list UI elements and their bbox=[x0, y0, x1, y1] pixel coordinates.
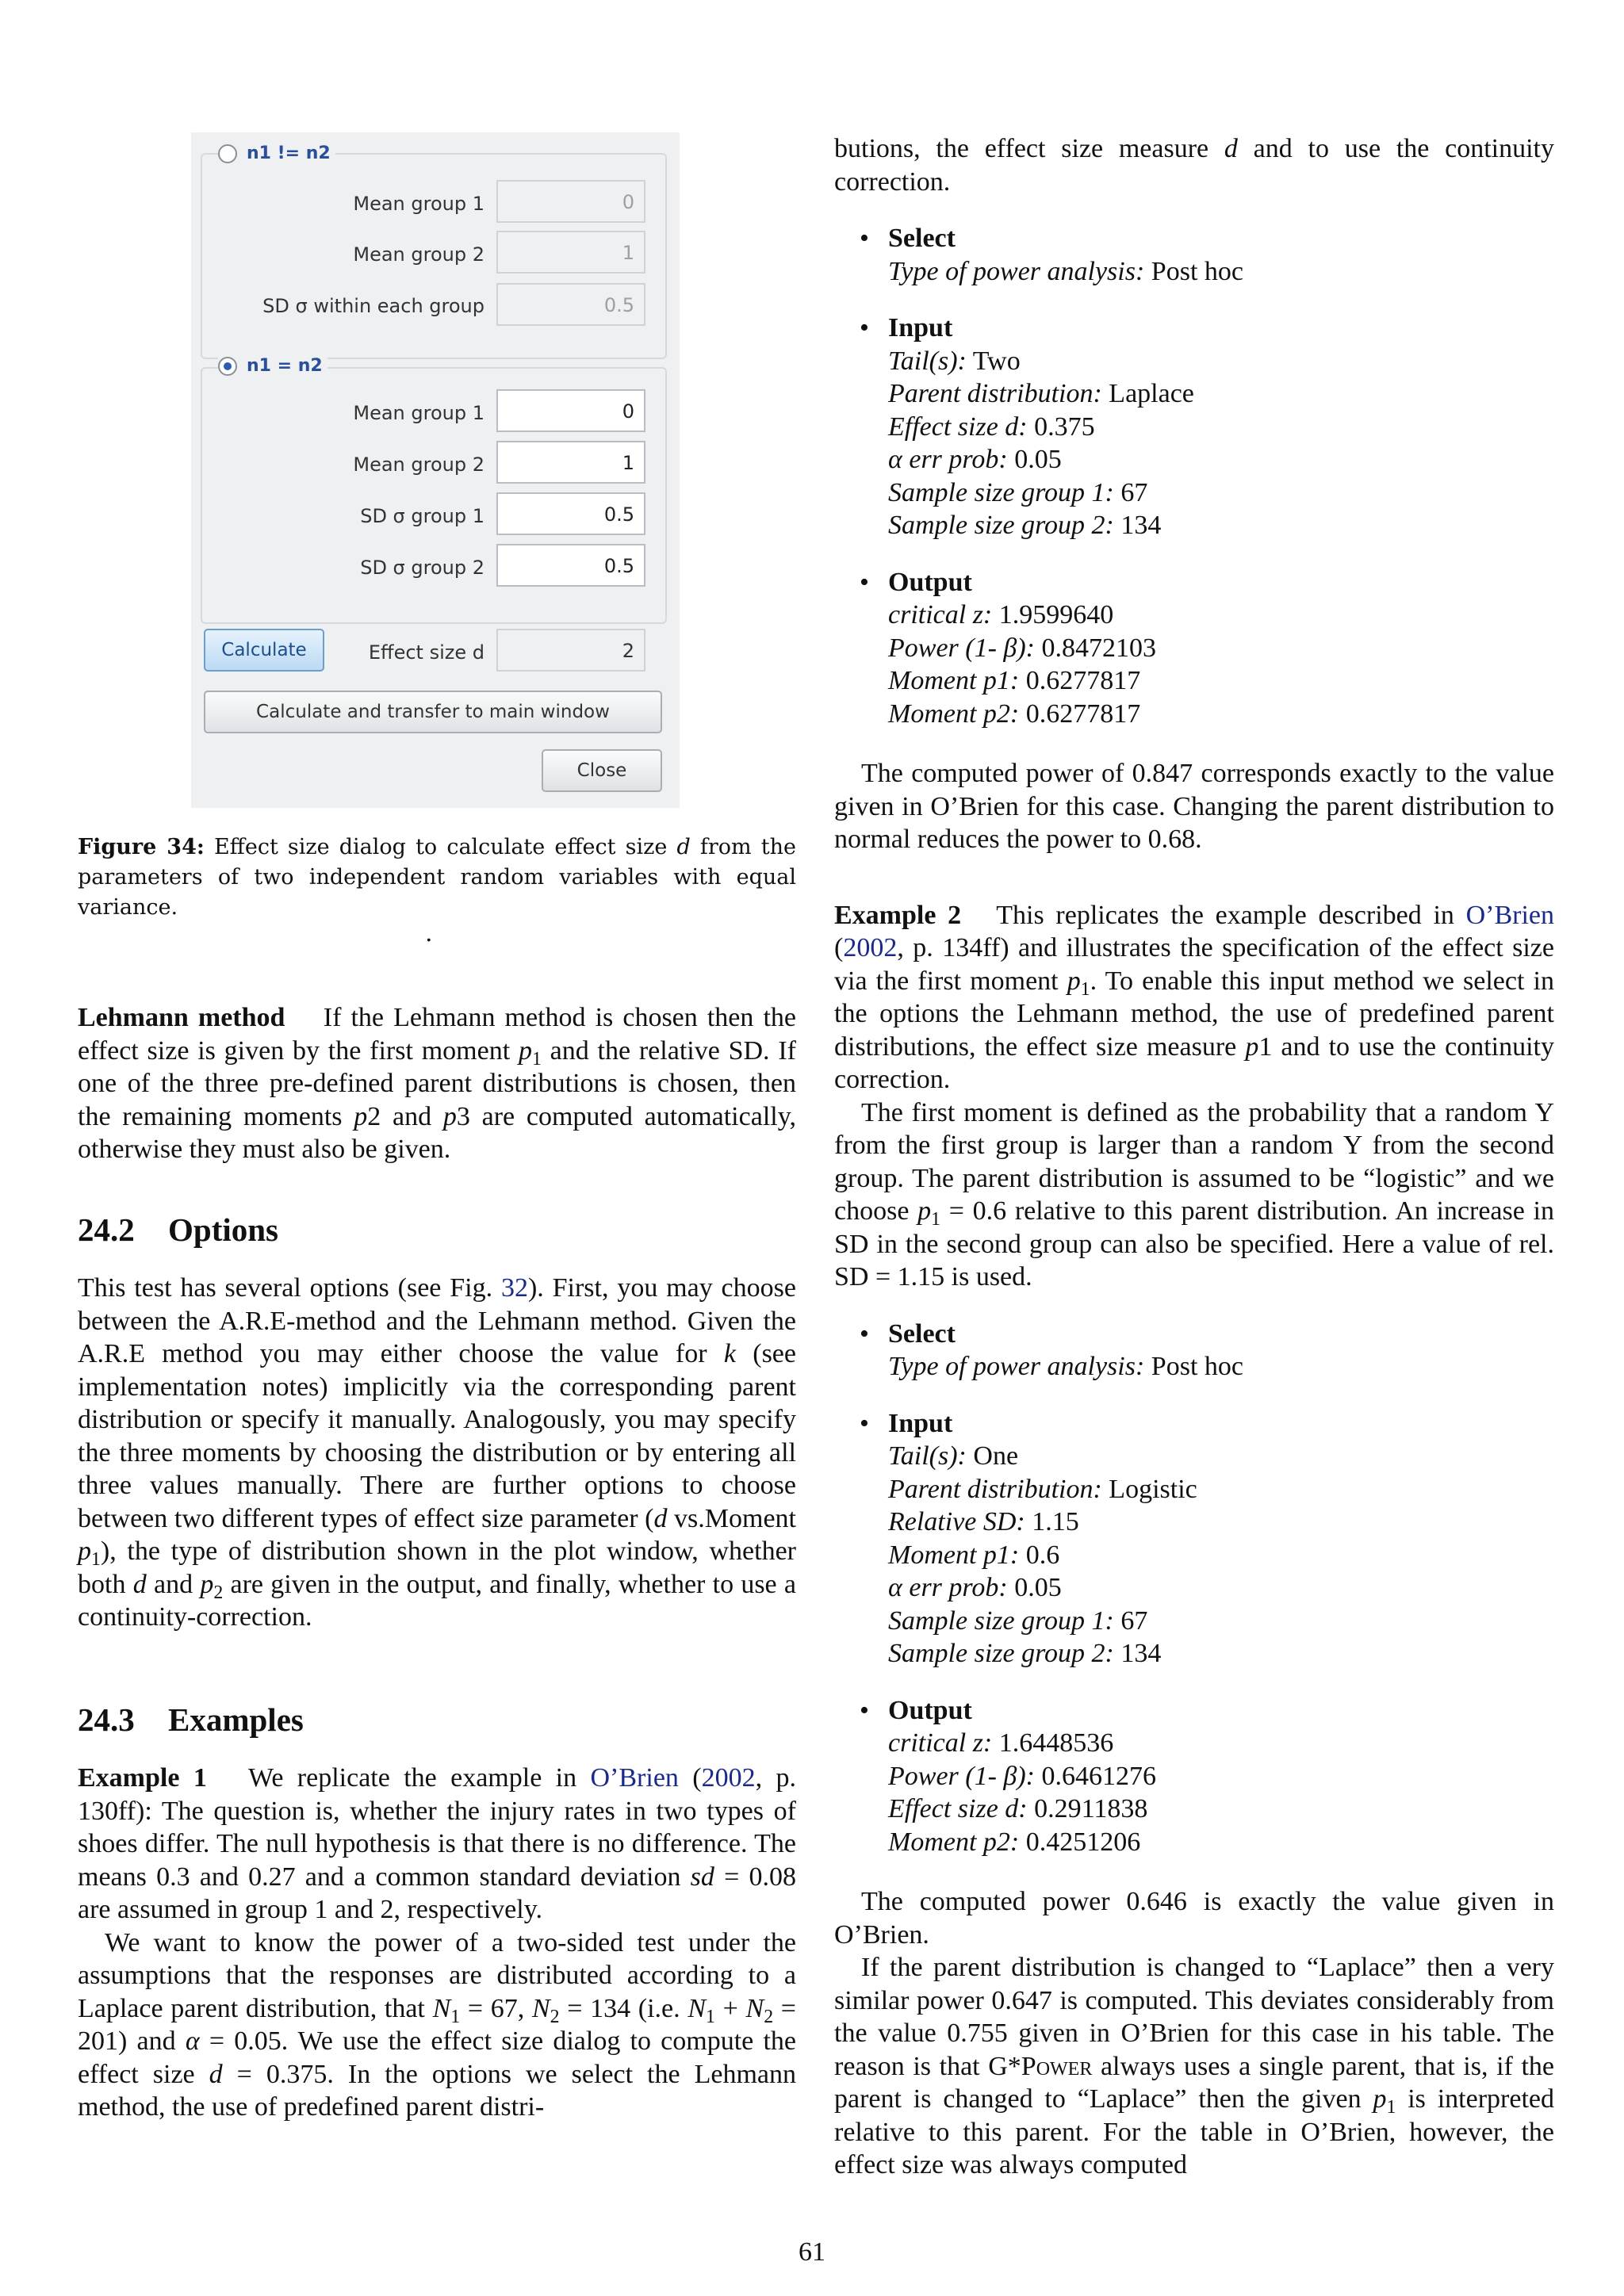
effect-size-d-output: 2 bbox=[496, 629, 645, 672]
radio-unequal-n[interactable] bbox=[218, 144, 237, 163]
label-mean-group-1: Mean group 1 bbox=[353, 402, 485, 424]
mean-group-1-input[interactable]: 0 bbox=[496, 389, 645, 432]
group-equal-title[interactable]: n1 = n2 bbox=[218, 356, 327, 376]
example-2-moment-paragraph: The first moment is defined as the probability that a random Y from the first group is larger than a random Y from the second group. The parent distribution is assumed to be “logistic” and we choose $p_1 = 0.6$ relative to this parent distribution. An increase in SD in the second group can also be specified. Here a value of rel. SD = 1.15 is used. bbox=[834, 1097, 1554, 1292]
calculate-button[interactable]: Calculate bbox=[204, 629, 324, 672]
example-1-paragraph: Example 1 We replicate the example in O’Brien (2002, p. 130ff): The question is, whether the injury rates in two types of shoes differ. The null hypothesis is that there is no difference. The means 0.3 and 0.27 and a common standard deviation sd = 0.08 are assumed in group 1 and 2, respectively. We want to know the power of a two-sided test under the assumptions that the responses are distributed according to a Laplace parent distribution, that $N_1 = 67$, $N_2 = 134$ (i.e. $N_1 + N_2 = 201$) and α = 0.05. We use the effect size dialog to compute the effect size d = 0.375. In the options we select the Lehmann method, the use of predefined parent distri- bbox=[78, 1763, 797, 2122]
example-2-result: The computed power 0.646 is exactly the value given in O’Brien. bbox=[834, 1887, 1554, 1950]
field-mean-group-1-disabled: 0 bbox=[496, 180, 645, 223]
example-2-paragraph: Example 2 This replicates the example described in O’Brien (2002, p. 134ff) and illustrates the specification of the effect size via the first moment $p_1$. To enable this input method we select in the options the Lehmann method, the use of predefined parent distributions, the effect size measure p1 and to use the continuity correction. bbox=[834, 900, 1555, 1094]
options-paragraph: This test has several options (see Fig. 32). First, you may choose between the A.R.E-method and the Lehmann method. Given the A.R.E method you may either choose the value for k (see implementation notes) implicitly via the corresponding parent distribution or specify it manually. Analogously, you may specify the three moments by choosing the distribution or by entering all three values manually. There are further options to choose between two different types of effect size parameter (d vs.Moment $p_1$), the type of distribution shown in the plot window, whether both d and $p_2$ are given in the output, and finally, whether to use a continuity-correction. bbox=[78, 1273, 797, 1632]
group-unequal-title[interactable]: n1 != n2 bbox=[218, 144, 335, 163]
section-heading-examples: 24.3 Examples bbox=[78, 1701, 304, 1738]
radio-equal-n[interactable] bbox=[218, 357, 237, 376]
label-mean-group-1: Mean group 1 bbox=[353, 193, 485, 215]
label-mean-group-2: Mean group 2 bbox=[353, 243, 485, 266]
mean-group-2-input[interactable]: 1 bbox=[496, 441, 645, 484]
fig-32-link[interactable]: 32 bbox=[500, 1273, 528, 1303]
close-button[interactable]: Close bbox=[542, 749, 662, 792]
section-heading-options: 24.2 Options bbox=[78, 1211, 278, 1248]
lehmann-paragraph: Lehmann method If the Lehmann method is chosen then the effect size is given by the first moment $p_1$ and the relative SD. If one of the three pre-defined parent distributions is chosen, then the remaining moments p2 and p3 are computed automatically, otherwise they must also be given. bbox=[78, 1003, 796, 1164]
example-2-discussion: If the parent distribution is changed to “Laplace” then a very similar power 0.647 is computed. This deviates considerably from the value 0.755 given in O’Brien for this case in his table. The reason is that G*Power always uses a single parent, that is, if the parent is changed to “Laplace” then the given $p_1$ is interpreted relative to this parent. For the table in O’Brien, however, the effect size was always computed bbox=[834, 1953, 1554, 2179]
label-sd-group-2: SD σ group 2 bbox=[360, 557, 485, 579]
example-2-select-list: • Select Type of power analysis: Post hoc bbox=[834, 1318, 1554, 1383]
example-1-select-list: • Select Type of power analysis: Post hoc bbox=[834, 222, 1554, 288]
calculate-transfer-button[interactable]: Calculate and transfer to main window bbox=[204, 691, 662, 733]
label-sd-group-1: SD σ group 1 bbox=[360, 505, 485, 527]
example-2-input-list: • Input Tail(s): One Parent distribution: Logistic Relative SD: 1.15 Moment p1: 0.6 α err prob: 0.05 Sample size group 1: 67 Sample size group 2: 134 bbox=[834, 1407, 1554, 1670]
example-1-result: The computed power of 0.847 corresponds exactly to the value given in O’Brien for this case. Changing the parent distribution to normal reduces the power to 0.68. bbox=[834, 759, 1554, 854]
year-link[interactable]: 2002 bbox=[701, 1763, 756, 1793]
label-mean-group-2: Mean group 2 bbox=[353, 453, 485, 476]
sd-group-2-input[interactable]: 0.5 bbox=[496, 544, 645, 587]
figure-caption: Figure 34: Effect size dialog to calculate effect size d from the parameters of two independent random variables with equal variance. bbox=[78, 835, 796, 920]
example-2-output-list: • Output critical z: 1.6448536 Power (1- β): 0.6461276 Effect size d: 0.2911838 Moment p2: 0.4251206 bbox=[834, 1694, 1554, 1859]
field-mean-group-2-disabled: 1 bbox=[496, 231, 645, 274]
obrien-link-2[interactable]: O’Brien bbox=[1465, 900, 1555, 930]
example-1-input-list: • Input Tail(s): Two Parent distribution: Laplace Effect size d: 0.375 α err prob: 0.05 Sample size group 1: 67 Sample size group 2: 134 bbox=[834, 312, 1554, 542]
obrien-link[interactable]: O’Brien bbox=[590, 1763, 679, 1793]
field-sd-within-disabled: 0.5 bbox=[496, 283, 645, 326]
label-effect-size-d: Effect size d bbox=[368, 641, 485, 664]
year-link-2[interactable]: 2002 bbox=[843, 933, 898, 962]
example-1-output-list: • Output critical z: 1.9599640 Power (1- β): 0.8472103 Moment p1: 0.6277817 Moment p2: 0.6277817 bbox=[834, 566, 1554, 731]
sd-group-1-input[interactable]: 0.5 bbox=[496, 492, 645, 535]
right-column: butions, the effect size measure d and to use the continuity correction. • Select Type of power analysis: Post hoc • Input Tail(s): Two Parent distribution: Laplace Effect size d: 0.375 α err prob: 0.05 Sample size group 1: 67 Sample size group 2: 134 • Output critical z: 1.9599640 Power (1- β): 0.8472103 Moment p1: 0.6277817 Moment p2: 0.6277817 The computed power of 0.847 corresponds exactly to the value given in O’Brien for this case. Changing the parent distribution to normal reduces the power to 0.68. Example 2 This replicates the example described in O’Brien (2002, p. 134ff) and illustrates the specification of the effect size via the first moment $p_1$. To enable this input method we select in the options the Lehmann method, the use of predefined parent distributions, the effect size measure p1 and to use the continuity correction. The first moment is defined as the probability that a random Y from the first group is larger than a random Y from the second group. The parent distribution is assumed to be “logistic” and we choose $p_1 = 0.6$ relative to this parent distribution. An increase in SD in the second group can also be specified. Here a value of rel. SD = 1.15 is used. • Select Type of power analysis: Post hoc • Input Tail(s): One Parent distribution: Logistic Relative SD: 1.15 Moment p1: 0.6 α err prob: 0.05 Sample size group 1: 67 Sample size group 2: 134 • Output critical z: 1.6448536 Power (1- β): 0.6461276 Effect size d: 0.2911838 Moment p2: 0.4251206 The computed power 0.646 is exactly the value given in O’Brien. If the parent distribution is changed to “Laplace” then a very similar power 0.647 is computed. This deviates considerably from the value 0.755 given in O’Brien for this case in his table. The reason is that G*Power always uses a single parent, that is, if the parent is changed to “Laplace” then the given $p_1$ is interpreted relative to this parent. For the table in O’Brien, however, the effect size was always computed bbox=[834, 132, 1554, 2182]
page-number: 61 bbox=[799, 2237, 825, 2267]
effect-size-dialog bbox=[191, 132, 680, 808]
stray-dot: . bbox=[425, 920, 433, 947]
label-sd-within: SD σ within each group bbox=[262, 295, 485, 317]
